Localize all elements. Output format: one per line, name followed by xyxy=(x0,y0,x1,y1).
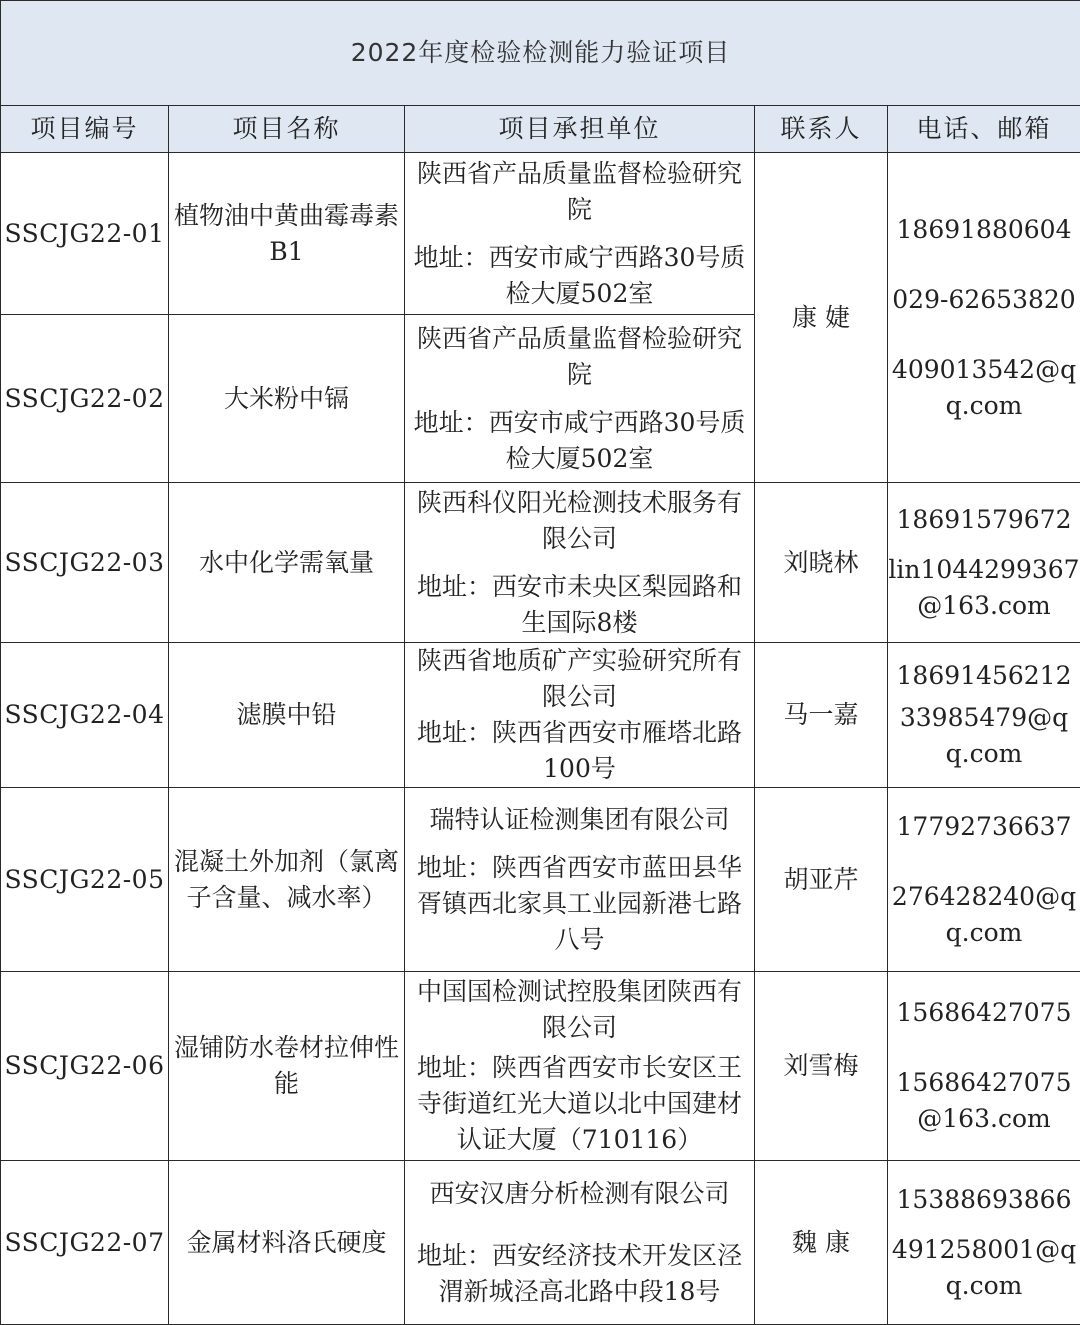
project-name: 水中化学需氧量 xyxy=(169,483,405,643)
project-unit xyxy=(405,483,755,643)
phone-number: 18691456212 xyxy=(888,658,1080,694)
project-code: SSCJG22-02 xyxy=(1,315,169,483)
project-unit xyxy=(405,1161,755,1325)
contact-info xyxy=(888,972,1080,1161)
contact-info xyxy=(888,483,1080,643)
unit-name: 西安汉唐分析检测有限公司 xyxy=(405,1176,754,1212)
phone-number: 18691579672 xyxy=(888,502,1080,538)
contact-info xyxy=(888,1161,1080,1325)
project-name: 湿铺防水卷材拉伸性能 xyxy=(169,972,405,1161)
table-row xyxy=(1,153,1080,315)
project-code: SSCJG22-06 xyxy=(1,972,169,1161)
contact-person: 刘晓林 xyxy=(755,483,888,643)
project-unit xyxy=(405,788,755,972)
unit-name: 瑞特认证检测集团有限公司 xyxy=(405,802,754,838)
unit-name: 陕西省地质矿产实验研究所有限公司 xyxy=(405,643,754,715)
contact-person: 刘雪梅 xyxy=(755,972,888,1161)
table-row xyxy=(1,972,1080,1161)
contact-info xyxy=(888,788,1080,972)
table-row xyxy=(1,788,1080,972)
header-contact: 电话、邮箱 xyxy=(888,106,1080,153)
unit-address: 地址：西安市未央区梨园路和生国际8楼 xyxy=(405,569,754,641)
project-code: SSCJG22-04 xyxy=(1,643,169,788)
unit-address: 地址：西安市咸宁西路30号质检大厦502室 xyxy=(405,240,754,312)
project-unit xyxy=(405,643,755,788)
project-name: 混凝土外加剂（氯离子含量、减水率） xyxy=(169,788,405,972)
unit-name: 陕西省产品质量监督检验研究院 xyxy=(405,156,754,228)
phone-number: 15388693866 xyxy=(888,1182,1080,1218)
unit-name: 陕西科仪阳光检测技术服务有限公司 xyxy=(405,485,754,557)
header-row xyxy=(1,106,1080,153)
email-address: 491258001@qq.com xyxy=(888,1232,1080,1304)
project-code: SSCJG22-03 xyxy=(1,483,169,643)
table-row xyxy=(1,643,1080,788)
unit-address: 地址：陕西省西安市长安区王寺街道红光大道以北中国建材认证大厦（710116） xyxy=(405,1050,754,1158)
email-address: 409013542@qq.com xyxy=(888,352,1080,424)
unit-name: 中国国检测试控股集团陕西有限公司 xyxy=(405,974,754,1046)
unit-name: 陕西省产品质量监督检验研究院 xyxy=(405,321,754,393)
tel-number: 029-62653820 xyxy=(888,282,1080,318)
project-code: SSCJG22-05 xyxy=(1,788,169,972)
phone-number: 15686427075 xyxy=(888,995,1080,1031)
header-code: 项目编号 xyxy=(1,106,169,153)
header-unit: 项目承担单位 xyxy=(405,106,755,153)
email-address: lin1044299367@163.com xyxy=(888,552,1080,624)
contact-person: 魏 康 xyxy=(755,1161,888,1325)
contact-info xyxy=(888,153,1080,483)
project-unit xyxy=(405,972,755,1161)
contact-info xyxy=(888,643,1080,788)
project-name: 金属材料洛氏硬度 xyxy=(169,1161,405,1325)
email-address: 15686427075@163.com xyxy=(888,1065,1080,1137)
project-unit xyxy=(405,153,755,315)
contact-person: 马一嘉 xyxy=(755,643,888,788)
project-code: SSCJG22-07 xyxy=(1,1161,169,1325)
header-name: 项目名称 xyxy=(169,106,405,153)
table-row xyxy=(1,483,1080,643)
table-row xyxy=(1,1161,1080,1325)
unit-address: 地址：陕西省西安市雁塔北路100号 xyxy=(405,715,754,787)
header-person: 联系人 xyxy=(755,106,888,153)
unit-address: 地址：西安市咸宁西路30号质检大厦502室 xyxy=(405,405,754,477)
unit-address: 地址：陕西省西安市蓝田县华胥镇西北家具工业园新港七路八号 xyxy=(405,850,754,958)
phone-number: 18691880604 xyxy=(888,212,1080,248)
email-address: 276428240@qq.com xyxy=(888,879,1080,951)
project-name: 大米粉中镉 xyxy=(169,315,405,483)
email-address: 33985479@qq.com xyxy=(888,700,1080,772)
contact-person: 胡亚芹 xyxy=(755,788,888,972)
phone-number: 17792736637 xyxy=(888,809,1080,845)
unit-address: 地址：西安经济技术开发区泾渭新城泾高北路中段18号 xyxy=(405,1238,754,1310)
project-name: 滤膜中铅 xyxy=(169,643,405,788)
table-title: 2022年度检验检测能力验证项目 xyxy=(1,1,1080,106)
project-unit xyxy=(405,315,755,483)
project-code: SSCJG22-01 xyxy=(1,153,169,315)
project-name: 植物油中黄曲霉毒素B1 xyxy=(169,153,405,315)
contact-person: 康 婕 xyxy=(755,153,888,483)
